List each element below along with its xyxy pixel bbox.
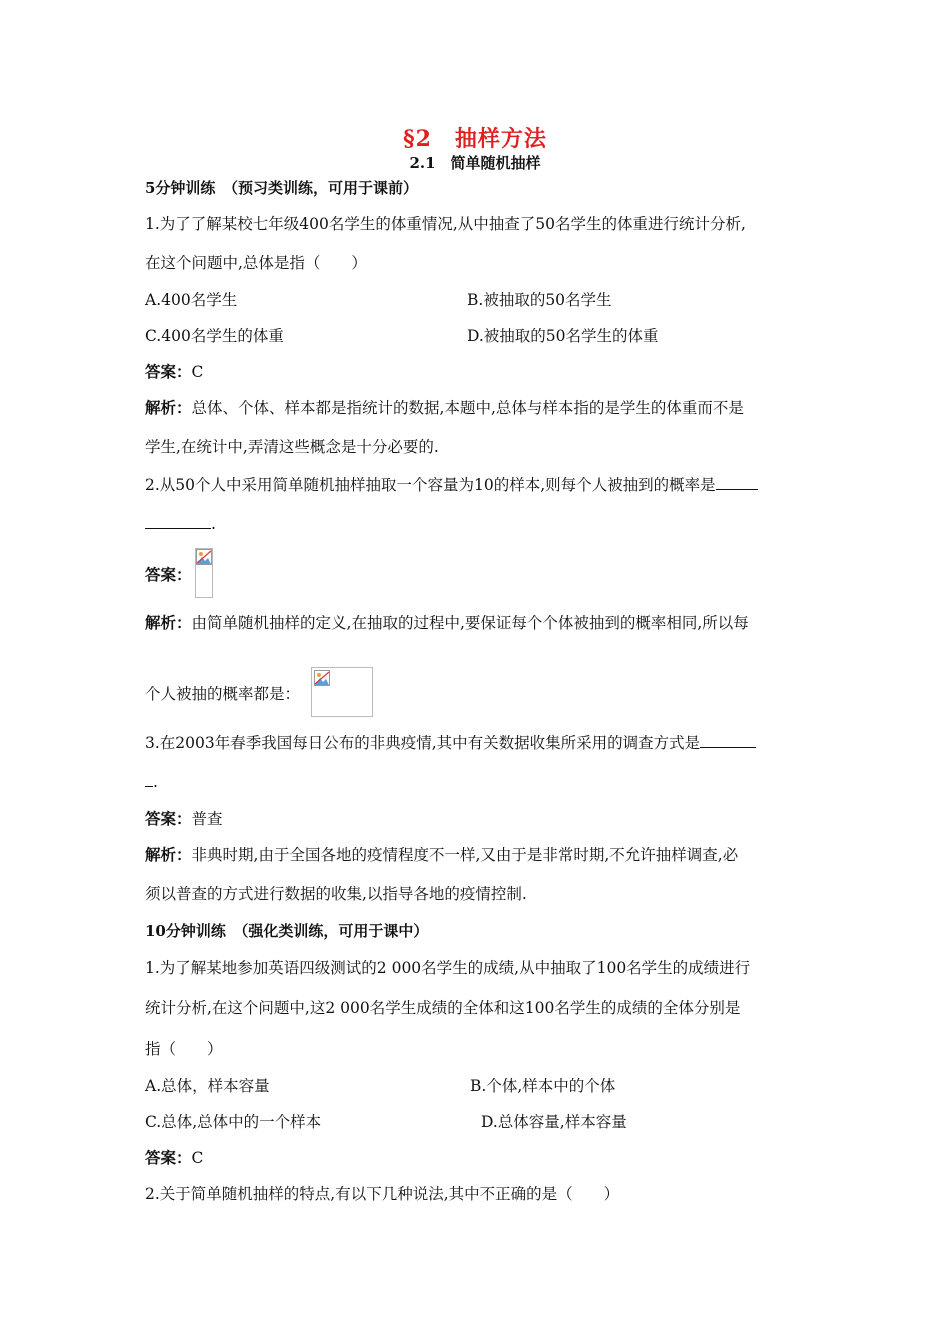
analysis-line: [145, 613, 749, 633]
question-text: .: [145, 514, 216, 534]
analysis-text: 由简单随机抽样的定义,在抽取的过程中,要保证每个个体被抽到的概率相同,所以每: [191, 614, 749, 632]
option-a: A.400名学生: [145, 291, 238, 309]
fill-blank: [716, 475, 758, 490]
question-text: 2.关于简单随机抽样的特点,有以下几种说法,其中不正确的是（ ）: [145, 1185, 620, 1203]
page-subtitle: 2.1 简单随机抽样: [409, 154, 541, 172]
analysis-text: 须以普查的方式进行数据的收集,以指导各地的疫情控制.: [145, 885, 527, 903]
question-text: .: [145, 772, 158, 792]
answer-line: [145, 1148, 203, 1168]
answer-label: 答案：: [145, 1148, 192, 1167]
question-text: 1.为了解某地参加英语四级测试的2 000名学生的成绩,从中抽取了100名学生的成绩进行: [145, 959, 751, 977]
option-d: D.被抽取的50名学生的体重: [467, 327, 659, 345]
answer-value: 普查: [191, 810, 223, 828]
section-heading-5min: 5分钟训练 （预习类训练，可用于课前）: [145, 179, 418, 197]
analysis-text: 非典时期,由于全国各地的疫情程度不一样,又由于是非常时期,不允许抽样调查,必: [191, 846, 739, 864]
broken-image-icon: [314, 670, 330, 686]
fill-blank: [700, 733, 756, 748]
analysis-line: [145, 845, 738, 865]
answer-line: [145, 809, 223, 829]
section-heading-10min: 10分钟训练 （强化类训练，可用于课中）: [145, 922, 429, 940]
question-text: 1.为了了解某校七年级400名学生的体重情况,从中抽查了50名学生的体重进行统计分析,: [145, 215, 746, 233]
broken-image-icon: [196, 549, 212, 565]
analysis-label: 解析：: [145, 398, 192, 417]
fill-blank: [145, 514, 211, 529]
formula-image: [311, 667, 373, 717]
answer-label: 答案：: [145, 362, 192, 381]
option-c: C.总体,总体中的一个样本: [145, 1113, 322, 1131]
option-b: B.被抽取的50名学生: [467, 291, 612, 309]
analysis-text: 个人被抽的概率都是：: [145, 685, 301, 703]
answer-line: [145, 565, 192, 585]
question-text: 统计分析,在这个问题中,这2 000名学生成绩的全体和这100名学生的成绩的全体分别是: [145, 999, 741, 1017]
analysis-text: 总体、个体、样本都是指统计的数据,本题中,总体与样本指的是学生的体重而不是: [191, 399, 744, 417]
question-text: 3.在2003年春季我国每日公布的非典疫情,其中有关数据收集所采用的调查方式是: [145, 733, 756, 753]
analysis-label: 解析：: [145, 613, 192, 632]
option-a: A.总体，样本容量: [145, 1077, 270, 1095]
fill-blank: [145, 772, 153, 787]
option-c: C.400名学生的体重: [145, 327, 284, 345]
page-title: §2 抽样方法: [403, 126, 547, 152]
formula-image: [195, 548, 213, 598]
option-d: D.总体容量,样本容量: [481, 1113, 627, 1131]
question-text: 2.从50个人中采用简单随机抽样抽取一个容量为10的样本,则每个人被抽到的概率是: [145, 475, 758, 495]
answer-label: 答案：: [145, 565, 192, 584]
analysis-label: 解析：: [145, 845, 192, 864]
answer-label: 答案：: [145, 809, 192, 828]
analysis-text: 学生,在统计中,弄清这些概念是十分必要的.: [145, 438, 439, 456]
option-b: B.个体,样本中的个体: [470, 1077, 616, 1095]
answer-line: [145, 362, 203, 382]
answer-value: C: [191, 1149, 204, 1167]
analysis-line: [145, 398, 744, 418]
answer-value: C: [191, 363, 204, 381]
question-text: 指（ ）: [145, 1040, 223, 1058]
question-text: 在这个问题中,总体是指（ ）: [145, 254, 367, 272]
